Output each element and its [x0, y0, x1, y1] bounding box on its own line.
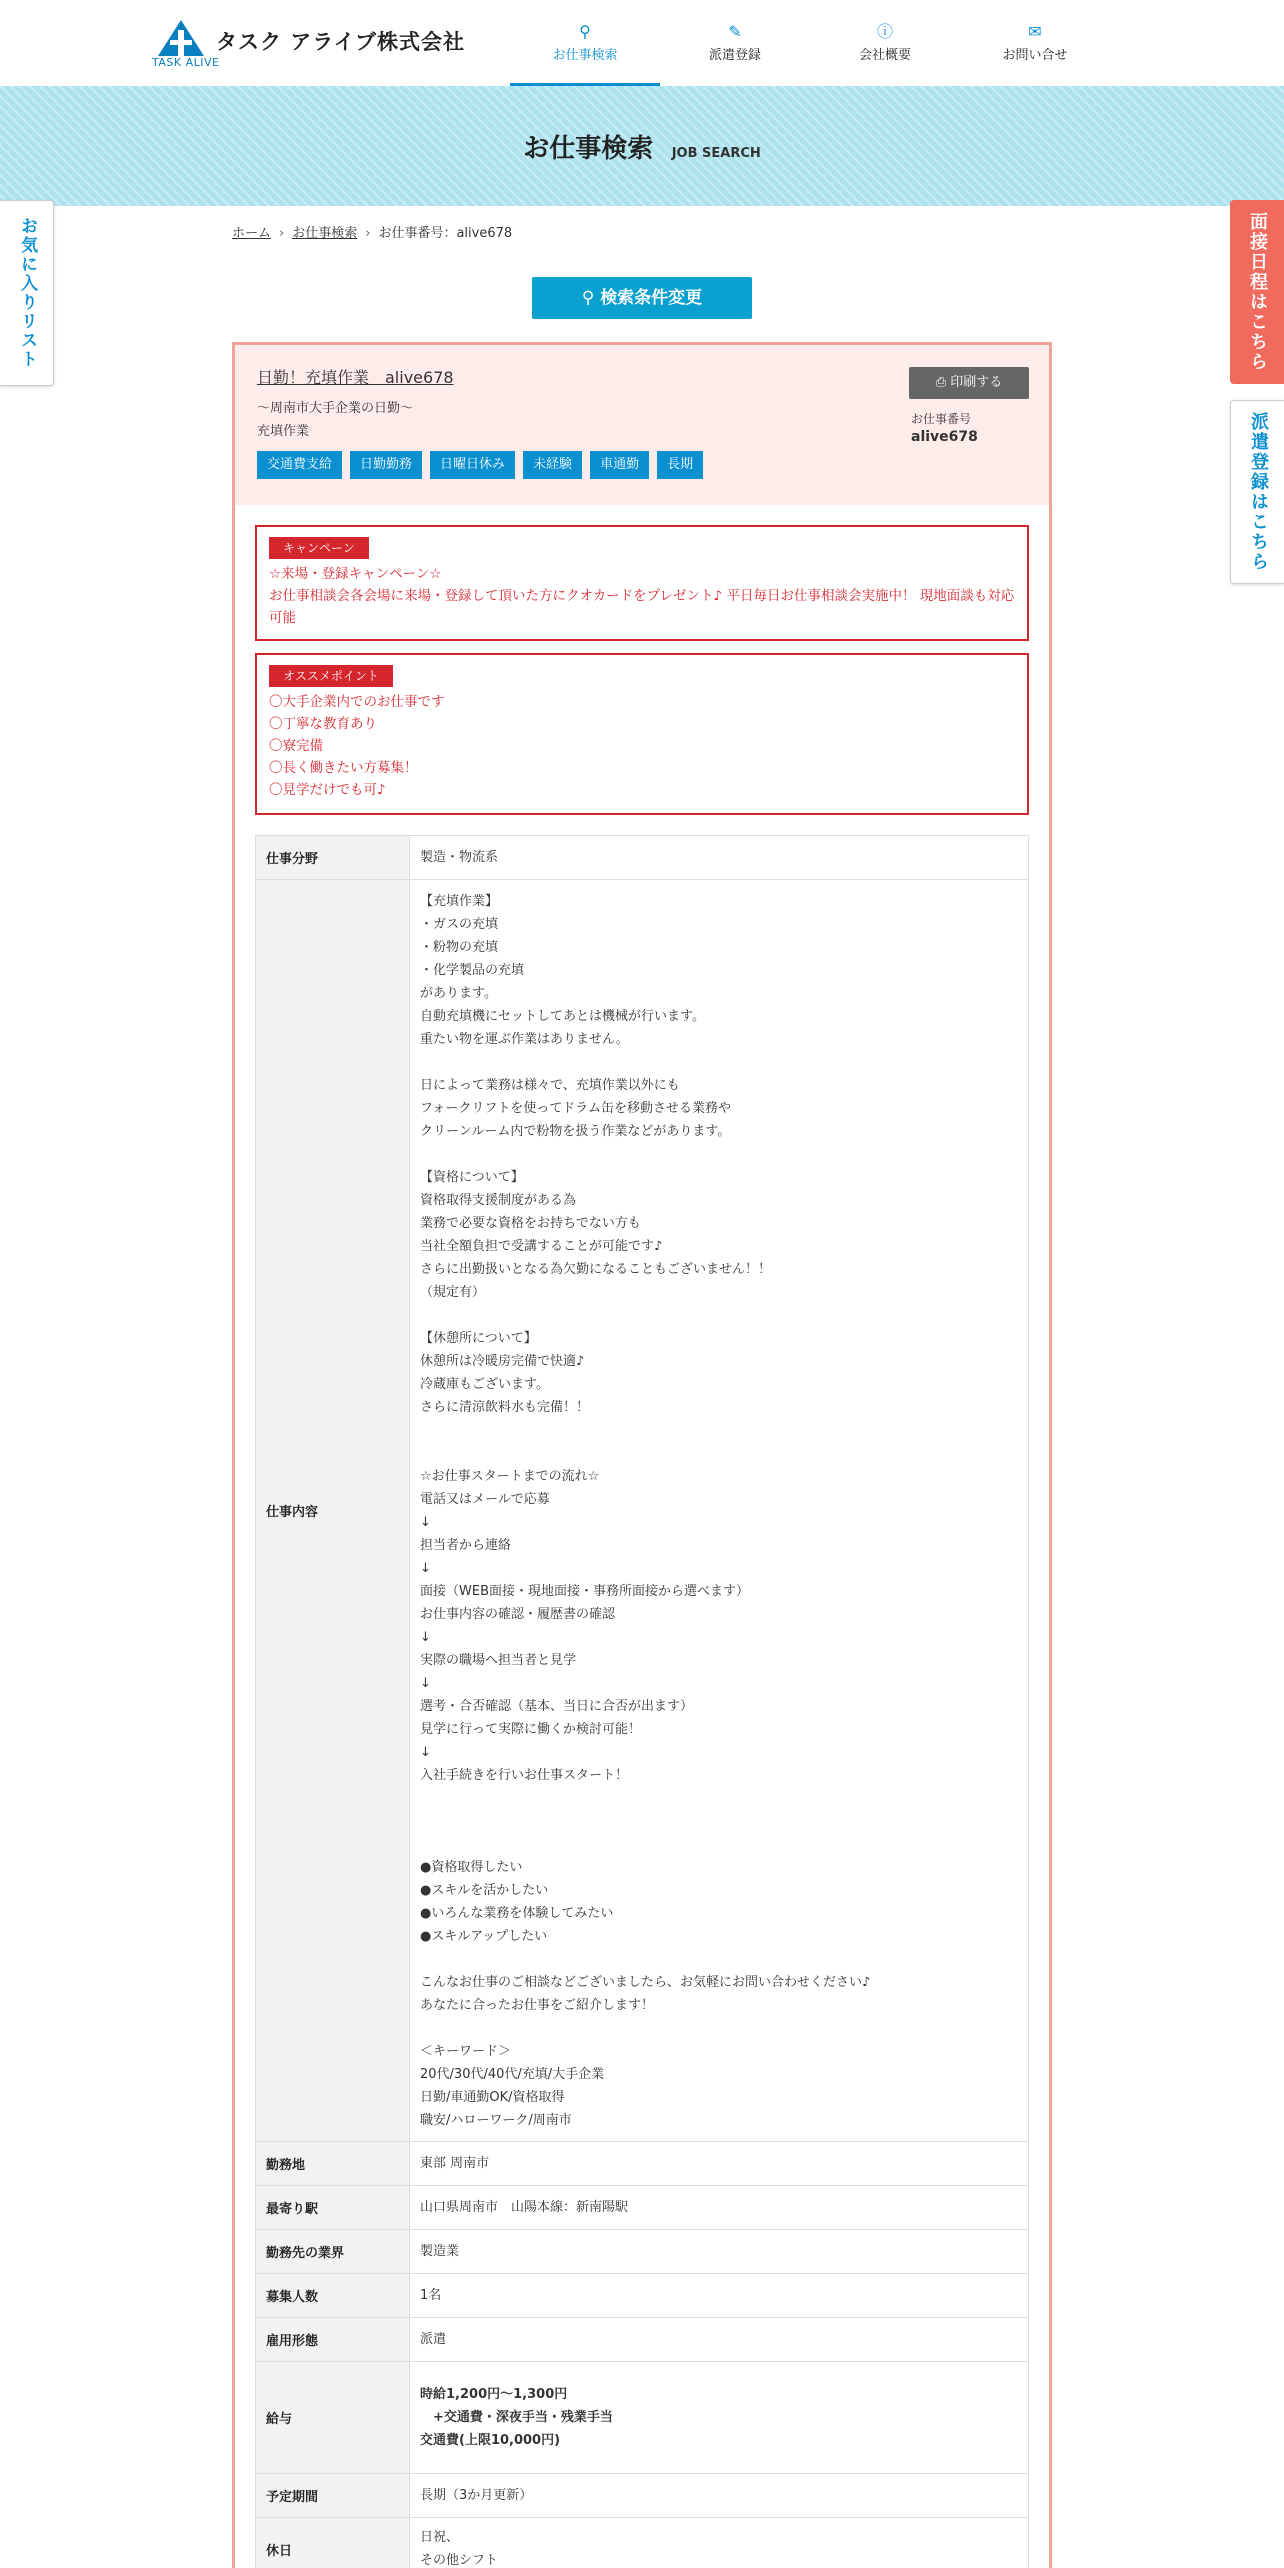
row-label: 勤務地 — [256, 2142, 410, 2186]
nav-label: お仕事検索 — [552, 48, 618, 63]
table-row — [256, 2362, 1029, 2474]
table-row — [256, 2474, 1029, 2518]
table-row — [256, 2142, 1029, 2186]
row-label: 勤務先の業界 — [256, 2230, 410, 2274]
nav-contact[interactable] — [960, 0, 1110, 86]
register-tab[interactable]: 派遣登録はこちら — [1230, 400, 1284, 584]
logo-company-name: タスク アライブ株式会社 — [216, 30, 466, 54]
campaign-text: ☆来場・登録キャンペーン☆ お仕事相談会各会場に来場・登録して頂いた方にクオカードをプレゼント♪ 平日毎日お仕事相談会実施中！ 現地面談も対応可能 — [269, 566, 1015, 626]
table-row — [256, 880, 1029, 2142]
row-value: 山口県周南市 山陽本線：新南陽駅 — [410, 2186, 1029, 2230]
search-icon: ⚲ — [579, 22, 591, 41]
row-label: 仕事分野 — [256, 836, 410, 880]
row-label: 休日 — [256, 2518, 410, 2568]
job-tag: 長期 — [657, 451, 703, 479]
print-button[interactable] — [909, 367, 1029, 399]
row-value: 東部 周南市 — [410, 2142, 1029, 2186]
row-value: 製造業 — [410, 2230, 1029, 2274]
job-tag: 日勤勤務 — [350, 451, 422, 479]
row-label: 給与 — [256, 2362, 410, 2474]
nav-register[interactable] — [660, 0, 810, 86]
job-info-table — [255, 835, 1029, 2568]
row-value: 日祝、 その他シフト — [410, 2518, 1029, 2568]
interview-schedule-tab[interactable]: 面接日程はこちら — [1230, 200, 1284, 384]
nav-label: 派遣登録 — [708, 48, 761, 63]
job-number-label: お仕事番号 — [911, 412, 972, 426]
row-value: 1名 — [410, 2274, 1029, 2318]
logo-mark-icon — [156, 18, 206, 58]
mail-icon: ✉ — [1028, 22, 1042, 41]
job-type: 充填作業 — [257, 424, 310, 439]
table-row — [256, 2274, 1029, 2318]
job-tag: 交通費支給 — [257, 451, 342, 479]
table-row — [256, 2518, 1029, 2568]
job-card — [232, 342, 1052, 2568]
page-banner — [0, 86, 1284, 206]
table-row — [256, 2318, 1029, 2362]
row-value: 製造・物流系 — [410, 836, 1029, 880]
printer-icon: ⎙ — [935, 375, 947, 390]
row-label: 予定期間 — [256, 2474, 410, 2518]
recommend-box — [255, 653, 1029, 815]
campaign-label: キャンペーン — [269, 537, 369, 559]
print-label: 印刷する — [950, 375, 1003, 390]
nav-label: お問い合せ — [1002, 48, 1068, 63]
page-title: お仕事検索 — [523, 134, 654, 164]
row-value: 【充填作業】 ・ガスの充填 ・粉物の充填 ・化学製品の充填 があります。 自動充填機にセットしてあとは機械が行います。 重たい物を運ぶ作業はありません。 日によって業務は様々で、充填作業以外にも フォークリフトを使ってドラム缶を移動させる業務や クリーンルーム内で粉物を扱う作業などがあります。 【資格について】 資格取得支援制度がある為 業務で必要な資格をお持ちでない方も 当社全額負担で受講することが可能です♪ さらに出勤扱いとなる為欠勤になることもございません！！ （規定有） 【休憩所について】 休憩所は冷暖房完備で快適♪ 冷蔵庫もございます。 さらに清涼飲料水も完備！！ ☆お仕事スタートまでの流れ☆ 電話又はメールで応募 ↓ 担当者から連絡 ↓ 面接（WEB面接・現地面接・事務所面接から選べます） お仕事内容の確認・履歴書の確認 ↓ 実際の職場へ担当者と見学 ↓ 選考・合否確認（基本、当日に合否が出ます） 見学に行って実際に働くか検討可能！ ↓ 入社手続きを行いお仕事スタート！ ●資格取得したい ●スキルを活かしたい ●いろんな業務を体験してみたい ●スキルアップしたい こんなお仕事のご相談などございましたら、お気軽にお問い合わせください♪ あなたに合ったお仕事をご紹介します！ ＜キーワード＞ 20代/30代/40代/充填/大手企業 日勤/車通勤OK/資格取得 職安/ハローワーク/周南市 — [410, 880, 1029, 2142]
breadcrumb-search[interactable]: お仕事検索 — [292, 226, 358, 241]
recommend-label: オススメポイント — [269, 665, 393, 687]
site-header — [0, 0, 1284, 86]
row-label: 最寄り駅 — [256, 2186, 410, 2230]
job-tag: 未経験 — [523, 451, 582, 479]
job-title-link[interactable]: 日勤！充填作業 alive678 — [257, 368, 454, 387]
favorites-tab[interactable]: お気に入りリスト — [0, 200, 54, 386]
campaign-box — [255, 525, 1029, 641]
chevron-right-icon: › — [279, 226, 285, 241]
row-value: 派遣 — [410, 2318, 1029, 2362]
row-label: 仕事内容 — [256, 880, 410, 2142]
page-subtitle: JOB SEARCH — [671, 146, 761, 161]
logo-subtext: TASK ALIVE — [152, 56, 220, 69]
nav-job-search[interactable] — [510, 0, 660, 86]
job-subtitle: ～周南市大手企業の日勤～ — [257, 401, 414, 416]
table-row — [256, 2186, 1029, 2230]
change-search-button[interactable] — [532, 277, 752, 319]
breadcrumb-current: お仕事番号：alive678 — [378, 226, 513, 241]
table-row — [256, 836, 1029, 880]
breadcrumb-home[interactable]: ホーム — [232, 226, 272, 241]
info-icon: ⓘ — [876, 22, 893, 41]
search-icon: ⚲ — [581, 288, 595, 308]
job-tag: 車通勤 — [590, 451, 649, 479]
job-number-value: alive678 — [911, 429, 978, 445]
job-tag: 日曜日休み — [430, 451, 515, 479]
banner-heading — [0, 128, 1284, 165]
row-label: 雇用形態 — [256, 2318, 410, 2362]
table-row — [256, 2230, 1029, 2274]
row-label: 募集人数 — [256, 2274, 410, 2318]
nav-label: 会社概要 — [858, 48, 911, 63]
site-logo[interactable] — [150, 18, 466, 70]
recommend-text: 〇大手企業内でのお仕事です 〇丁寧な教育あり 〇寮完備 〇長く働きたい方募集！ 〇見学だけでも可♪ — [269, 694, 445, 798]
main-nav — [510, 0, 1110, 86]
nav-company[interactable] — [810, 0, 960, 86]
chevron-right-icon: › — [365, 226, 371, 241]
breadcrumb — [232, 222, 512, 241]
row-value: 長期（3か月更新） — [410, 2474, 1029, 2518]
change-search-label: 検索条件変更 — [600, 288, 703, 308]
pencil-icon: ✎ — [728, 22, 742, 41]
job-tags — [257, 451, 711, 479]
salary-value: 時給1,200円～1,300円 +交通費・深夜手当・残業手当 交通費(上限10,000円) — [410, 2362, 1029, 2474]
job-card-header — [235, 345, 1049, 505]
